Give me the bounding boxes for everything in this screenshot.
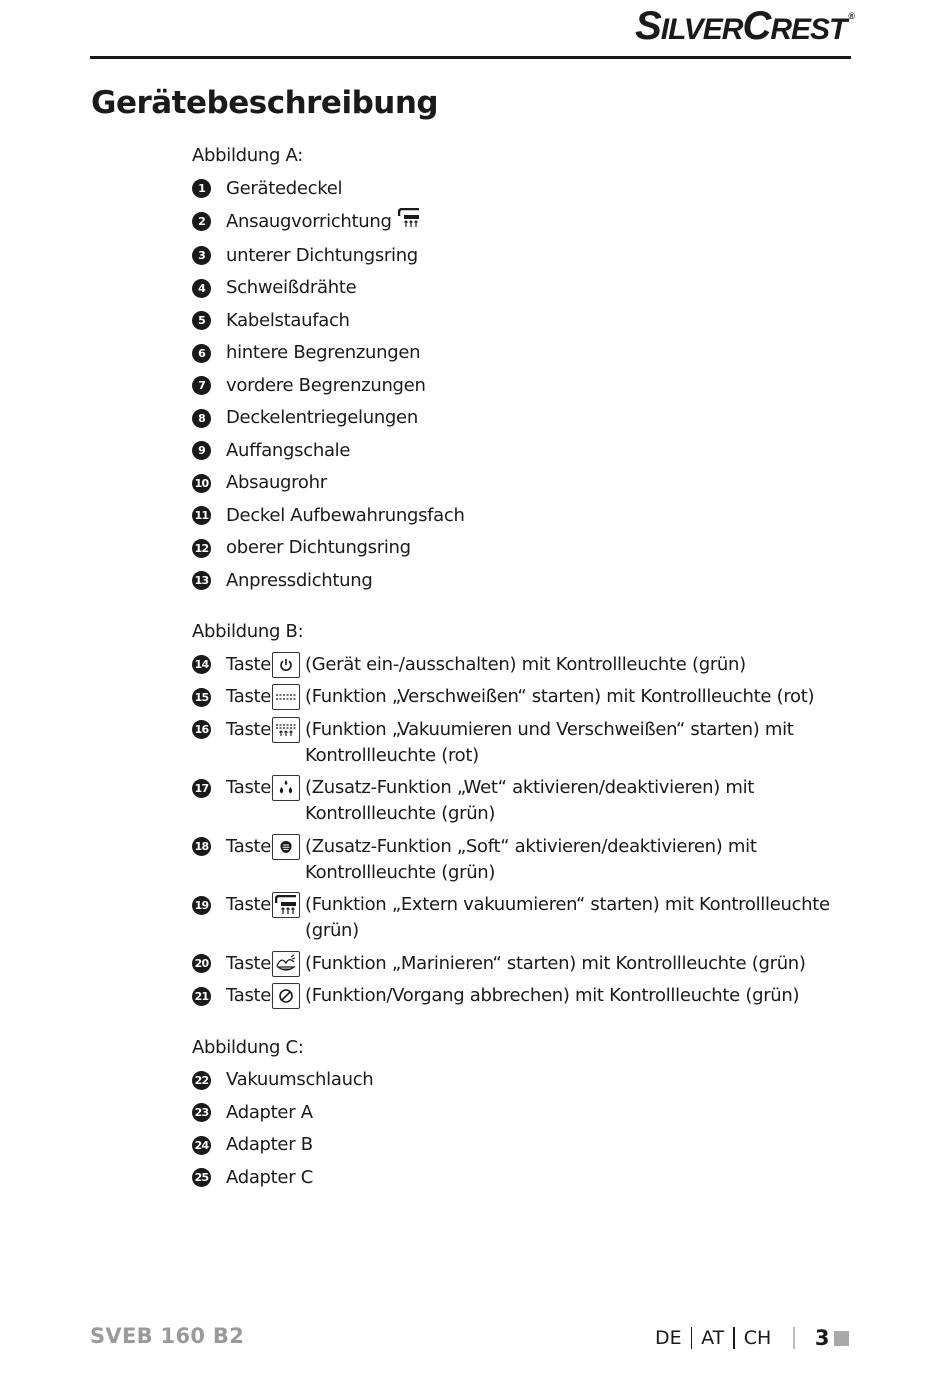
list-a — [192, 176, 872, 594]
item-number — [192, 1067, 226, 1093]
external-vacuum-icon — [272, 892, 300, 918]
footer-languages — [655, 1326, 849, 1350]
list-c — [192, 1067, 872, 1191]
item-number — [192, 684, 226, 710]
taste-label: Taste — [226, 952, 272, 974]
list-item — [192, 308, 872, 334]
list-item — [192, 568, 872, 594]
item-text: Auffangschale — [226, 439, 351, 461]
number-badge: 19 — [192, 896, 211, 915]
number-badge: 9 — [192, 441, 211, 460]
item-number — [192, 535, 226, 561]
item-label — [226, 308, 872, 334]
item-label — [226, 568, 872, 594]
list-item — [192, 684, 872, 710]
item-text: (Funktion „Verschweißen“ starten) mit Kontrollleuchte (rot) — [305, 686, 815, 707]
section-gap — [192, 1016, 872, 1035]
list-item — [192, 775, 872, 827]
divider — [733, 1327, 735, 1349]
footer-model: SVEB 160 B2 — [90, 1324, 245, 1348]
item-label — [226, 1067, 872, 1093]
page-number: 3 — [814, 1326, 830, 1350]
item-number — [192, 438, 226, 464]
item-label — [226, 373, 872, 399]
taste-label: Taste — [226, 653, 272, 675]
item-number — [192, 717, 226, 743]
list-item — [192, 951, 872, 977]
item-text: oberer Dichtungsring — [226, 537, 411, 558]
page-marker-square — [834, 1331, 849, 1346]
item-number — [192, 892, 226, 918]
item-text: Anpressdichtung — [226, 569, 373, 591]
list-item — [192, 717, 872, 769]
item-label — [226, 243, 872, 269]
brand-letter: S — [635, 4, 661, 48]
list-item — [192, 892, 872, 944]
item-text: Gerätedeckel — [226, 177, 343, 199]
item-number — [192, 340, 226, 366]
item-text: Absaugrohr — [226, 472, 327, 493]
item-text: Adapter B — [226, 1134, 313, 1155]
brand-letters: ILVER — [660, 13, 743, 46]
list-item — [192, 1067, 872, 1093]
taste-label: Taste — [226, 686, 272, 707]
number-badge: 10 — [192, 474, 211, 493]
list-item — [192, 983, 872, 1009]
number-badge: 16 — [192, 720, 211, 739]
content — [192, 143, 872, 1197]
item-number — [192, 983, 226, 1009]
number-badge: 3 — [192, 246, 211, 265]
item-text: hintere Begrenzungen — [226, 342, 421, 363]
taste-label: Taste — [226, 777, 272, 798]
item-number — [192, 568, 226, 594]
item-label — [226, 340, 872, 366]
number-badge: 7 — [192, 376, 211, 395]
item-text: Vakuumschlauch — [226, 1069, 374, 1090]
section-gap — [192, 600, 872, 619]
number-badge: 15 — [192, 688, 211, 707]
item-text: Deckel Aufbewahrungsfach — [226, 504, 465, 526]
item-text: Deckelentriegelungen — [226, 407, 418, 428]
number-badge: 24 — [192, 1136, 211, 1155]
item-number — [192, 1132, 226, 1158]
soft-icon — [272, 834, 300, 860]
item-number — [192, 405, 226, 431]
item-number — [192, 275, 226, 301]
number-badge: 20 — [192, 954, 211, 973]
brand-letter: C — [742, 4, 771, 48]
divider — [691, 1327, 693, 1349]
item-label — [226, 1132, 872, 1158]
taste-label: Taste — [226, 718, 272, 740]
header-rule — [90, 56, 851, 59]
registered-mark: ® — [848, 11, 854, 21]
number-badge: 23 — [192, 1103, 211, 1122]
item-number — [192, 951, 226, 977]
item-text: (Gerät ein-/ausschalten) mit Kontrollleuchte (grün) — [305, 653, 746, 675]
lang-de: DE — [655, 1327, 682, 1349]
external-vacuum-icon — [398, 208, 420, 236]
number-badge: 14 — [192, 655, 211, 674]
number-badge: 13 — [192, 571, 211, 590]
list-item — [192, 243, 872, 269]
brand-letters: REST — [770, 13, 847, 46]
item-text: vordere Begrenzungen — [226, 374, 426, 396]
item-number — [192, 176, 226, 202]
item-label — [226, 208, 872, 236]
list-item — [192, 470, 872, 496]
list-item — [192, 834, 872, 886]
item-label — [226, 405, 872, 431]
taste-label: Taste — [226, 835, 272, 857]
item-number — [192, 373, 226, 399]
list-item — [192, 535, 872, 561]
number-badge: 18 — [192, 837, 211, 856]
seal-icon — [272, 684, 300, 710]
item-label — [226, 1165, 872, 1191]
number-badge: 5 — [192, 311, 211, 330]
list-item — [192, 208, 872, 236]
item-text: (Zusatz-Funktion „Wet“ aktivieren/deaktivieren) mit Kontrollleuchte (grün) — [305, 777, 755, 824]
item-text: (Zusatz-Funktion „Soft“ aktivieren/deaktivieren) mit Kontrollleuchte (grün) — [305, 835, 757, 883]
list-item — [192, 1132, 872, 1158]
taste-label: Taste — [226, 894, 272, 915]
marinate-icon — [272, 951, 300, 977]
item-text: Adapter C — [226, 1166, 314, 1188]
number-badge: 6 — [192, 344, 211, 363]
brand-logo — [635, 6, 852, 46]
item-label — [226, 535, 872, 561]
list-item — [192, 373, 872, 399]
number-badge: 25 — [192, 1168, 211, 1187]
number-badge: 21 — [192, 987, 211, 1006]
item-label — [226, 470, 872, 496]
list-item — [192, 275, 872, 301]
item-text: (Funktion „Marinieren“ starten) mit Kontrollleuchte (grün) — [305, 952, 806, 974]
number-badge: 17 — [192, 779, 211, 798]
item-number — [192, 470, 226, 496]
number-badge: 2 — [192, 212, 211, 231]
item-number — [192, 1165, 226, 1191]
divider — [793, 1327, 795, 1349]
list-item — [192, 1100, 872, 1126]
vacuum-seal-icon — [272, 717, 300, 743]
list-item — [192, 438, 872, 464]
section-heading-a: Abbildung A: — [192, 145, 304, 166]
item-text: Kabelstaufach — [226, 309, 350, 331]
number-badge: 22 — [192, 1071, 211, 1090]
item-text: unterer Dichtungsring — [226, 244, 418, 266]
cancel-icon — [272, 983, 300, 1009]
item-number — [192, 775, 226, 801]
list-item — [192, 1165, 872, 1191]
item-text: Schweißdrähte — [226, 277, 357, 298]
number-badge: 8 — [192, 409, 211, 428]
power-icon — [272, 652, 300, 678]
number-badge: 12 — [192, 539, 211, 558]
list-b — [192, 652, 872, 1010]
section-heading-b: Abbildung B: — [192, 621, 304, 642]
item-label — [226, 176, 872, 202]
wet-icon — [272, 775, 300, 801]
lang-ch: CH — [743, 1327, 772, 1349]
item-number — [192, 308, 226, 334]
item-text: (Funktion/Vorgang abbrechen) mit Kontrollleuchte (grün) — [305, 985, 800, 1006]
item-number — [192, 208, 226, 234]
item-number — [192, 834, 226, 860]
item-number — [192, 503, 226, 529]
item-number — [192, 1100, 226, 1126]
item-label — [226, 1100, 872, 1126]
item-label — [226, 503, 872, 529]
number-badge: 4 — [192, 279, 211, 298]
item-label — [226, 438, 872, 464]
list-item — [192, 652, 872, 678]
list-item — [192, 405, 872, 431]
page-title: Gerätebeschreibung — [91, 85, 439, 121]
number-badge: 11 — [192, 506, 211, 525]
section-heading-c: Abbildung C: — [192, 1036, 304, 1058]
list-item — [192, 503, 872, 529]
item-number — [192, 243, 226, 269]
lang-at: AT — [701, 1327, 725, 1349]
item-label — [226, 275, 872, 301]
item-text: (Funktion „Vakuumieren und Verschweißen“ starten) mit Kontrollleuchte (rot) — [305, 718, 794, 766]
taste-label: Taste — [226, 985, 272, 1006]
item-text: Adapter A — [226, 1101, 313, 1123]
number-badge: 1 — [192, 179, 211, 198]
item-number — [192, 652, 226, 678]
list-item — [192, 340, 872, 366]
list-item — [192, 176, 872, 202]
item-text: (Funktion „Extern vakuumieren“ starten) mit Kontrollleuchte (grün) — [305, 894, 830, 941]
item-text: Ansaugvorrichtung — [226, 211, 392, 232]
